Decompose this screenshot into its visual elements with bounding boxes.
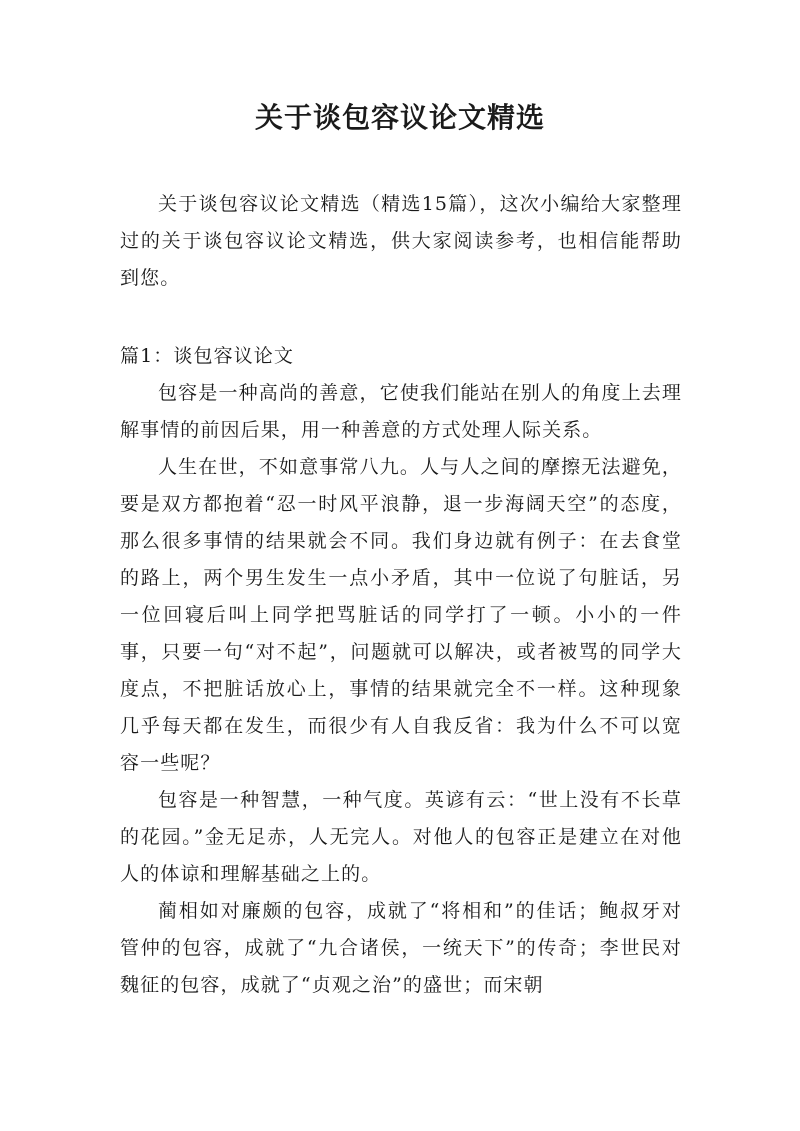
document-title: 关于谈包容议论文精选 xyxy=(254,101,545,134)
intro-block xyxy=(120,186,682,297)
section-heading: 篇1：谈包容议论文 xyxy=(120,345,294,367)
body-paragraph-4: 蔺相如对廉颇的包容，成就了“将相和”的佳话；鲍叔牙对管仲的包容，成就了“九合诸侯，一统天下”的传奇；李世民对魏征的包容，成就了“贞观之治”的盛世；而宋朝 xyxy=(120,900,682,996)
intro-paragraph: 关于谈包容议论文精选（精选15篇），这次小编给大家整理过的关于谈包容议论文精选，供大家阅读参考，也相信能帮助到您。 xyxy=(120,193,682,289)
body-paragraph-3: 包容是一种智慧，一种气度。英谚有云：“世上没有不长草的花园。”金无足赤，人无完人。对他人的包容正是建立在对他人的体谅和理解基础之上的。 xyxy=(120,789,682,885)
section-block xyxy=(120,338,682,1004)
body-paragraph-1: 包容是一种高尚的善意，它使我们能站在别人的角度上去理解事情的前因后果，用一种善意的方式处理人际关系。 xyxy=(120,382,682,441)
body-paragraph-2: 人生在世，不如意事常八九。人与人之间的摩擦无法避免，要是双方都抱着“忍一时风平浪静，退一步海阔天空”的态度，那么很多事情的结果就会不同。我们身边就有例子：在去食堂的路上，两个男生发生一点小矛盾，其中一位说了句脏话，另一位回寝后叫上同学把骂脏话的同学打了一顿。小小的一件事，只要一句“对不起”，问题就可以解决，或者被骂的同学大度点，不把脏话放心上，事情的结果就完全不一样。这种现象几乎每天都在发生，而很少有人自我反省：我为什么不可以宽容一些呢？ xyxy=(120,456,682,774)
